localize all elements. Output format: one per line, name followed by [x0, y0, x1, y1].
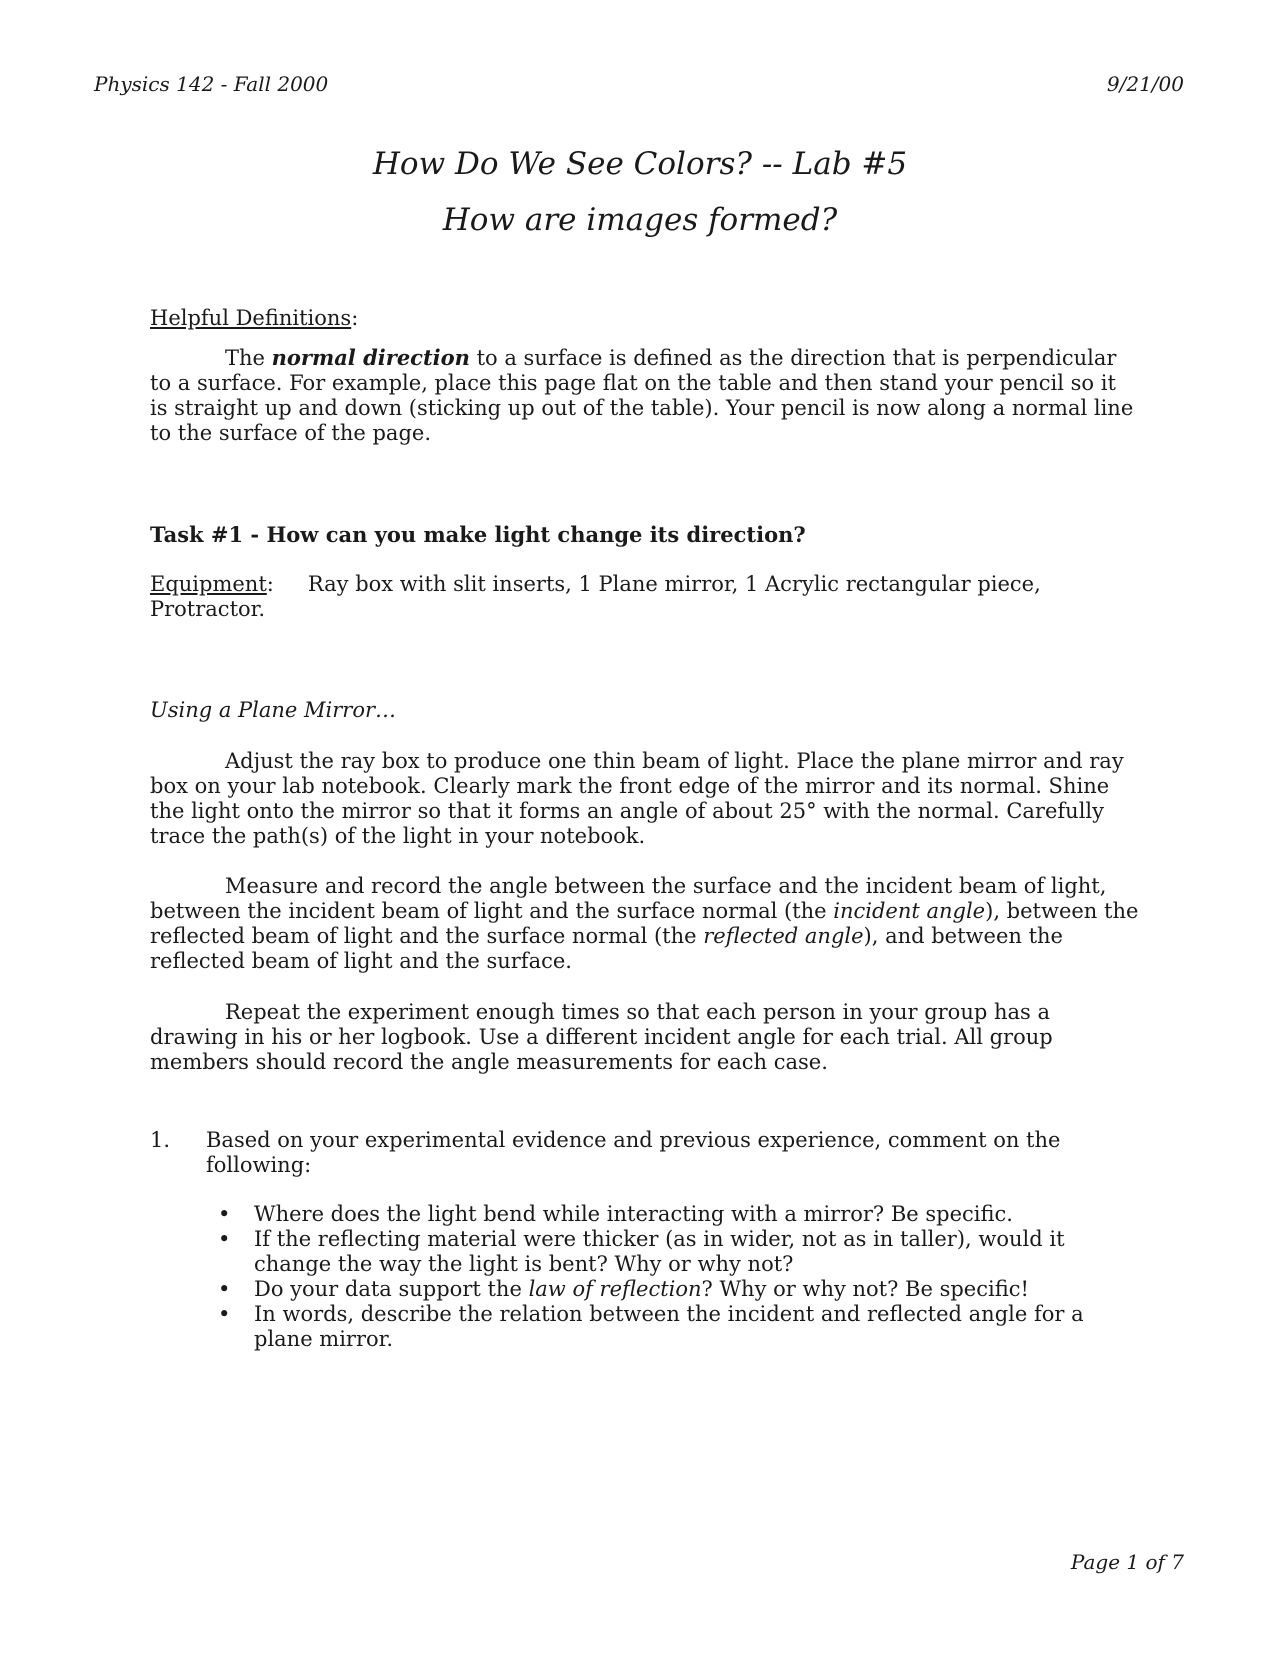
equipment-label: Equipment: [150, 572, 267, 596]
definition-paragraph: [150, 345, 1140, 446]
procedure-paragraph-1: Adjust the ray box to produce one thin beam of light. Place the plane mirror and ray box on your lab notebook. Clearly mark the front edge of the mirror and its normal. Shine the light onto the mirror so that it forms an angle of about 25° with the normal. Carefully trace the path(s) of the light in your notebook.: [150, 749, 1124, 848]
equipment-colon: :: [266, 572, 274, 596]
bullet-icon: •: [218, 1302, 231, 1326]
bullet-icon: •: [218, 1202, 231, 1226]
date-header: 9/21/00: [1106, 72, 1184, 96]
reflected-angle-term: reflected angle: [703, 924, 864, 948]
definitions-heading-text: Helpful Definitions: [150, 306, 352, 330]
lab-title: How Do We See Colors? -- Lab #5: [372, 146, 908, 182]
bullet-icon: •: [218, 1277, 231, 1301]
question-bullets: [206, 1202, 1106, 1352]
equipment-line: [150, 572, 1140, 622]
course-header: Physics 142 - Fall 2000: [94, 72, 329, 96]
equipment-text: Ray box with slit inserts, 1 Plane mirror, 1 Acrylic rectangular piece, Protractor.: [150, 572, 1041, 621]
page-number: Page 1 of 7: [1070, 1550, 1184, 1574]
law-of-reflection-term: law of reflection: [528, 1277, 702, 1301]
lab-subtitle: How are images formed?: [442, 202, 838, 238]
definitions-heading: [150, 306, 1140, 331]
incident-angle-term: incident angle: [833, 899, 986, 923]
definitions-colon: :: [351, 306, 359, 330]
task1-heading: Task #1 - How can you make light change its direction?: [150, 522, 806, 547]
list-item: • If the reflecting material were thicker (as in wider, not as in taller), would it change the way the light is bent? Why or why not?: [218, 1227, 1065, 1276]
list-item: • Do your data support the law of reflection? Why or why not? Be specific!: [218, 1277, 1029, 1301]
def-pre: The: [225, 346, 272, 370]
list-item: • In words, describe the relation between the incident and reflected angle for a plane mirror.: [218, 1302, 1084, 1351]
bullet-icon: •: [218, 1227, 231, 1251]
question-text: Based on your experimental evidence and previous experience, comment on the following:: [206, 1128, 1061, 1177]
question-number: 1.: [150, 1128, 171, 1152]
def-post: to a surface is defined as the direction that is perpendicular to a surface. For example, place this page flat on the table and then stand your pencil so it is straight up and down (sticking up out of the table). Your pencil is now along a normal line to the surface of the page.: [150, 346, 1134, 445]
list-item: • Where does the light bend while interacting with a mirror? Be specific.: [218, 1202, 1013, 1226]
plane-mirror-subheading: Using a Plane Mirror…: [150, 698, 397, 722]
procedure-paragraph-2: Measure and record the angle between the surface and the incident beam of light, between the incident beam of light and the surface normal (the incident angle), between the reflected beam of light and the surface normal (the reflected angle), and between the reflected beam of light and the surface.: [150, 874, 1139, 973]
normal-direction-term: normal direction: [271, 345, 470, 370]
procedure-paragraph-3: Repeat the experiment enough times so that each person in your group has a drawing in his or her logbook. Use a different incident angle for each trial. All group members should record the angle measurements for each case.: [150, 1000, 1053, 1074]
